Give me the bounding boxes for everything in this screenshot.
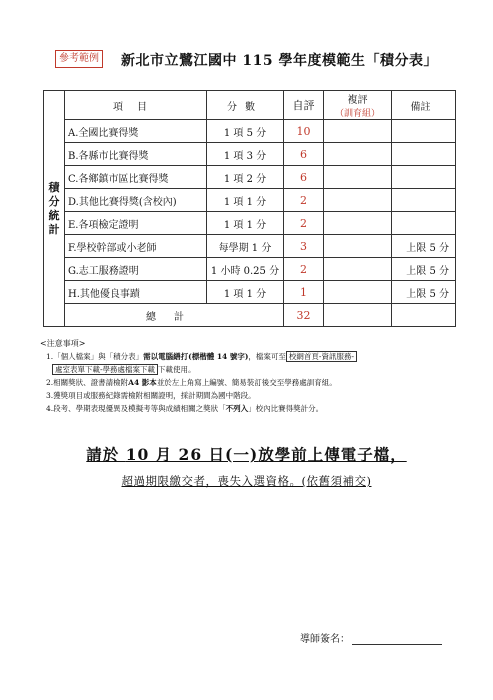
- note-1-box-2: 處室表單下載-學務處檔案下載: [52, 364, 158, 375]
- signature-area: [300, 630, 442, 645]
- note-4-c: 」校內比賽得獎計分。: [248, 404, 324, 413]
- row-self: 6: [284, 143, 324, 166]
- score-table: [43, 90, 456, 327]
- total-row: [44, 304, 456, 327]
- row-review: [324, 189, 392, 212]
- note-1-cont: [40, 363, 460, 376]
- note-1-b: 需以電腦繕打(標楷體 14 號字): [143, 352, 249, 361]
- row-self: 2: [284, 189, 324, 212]
- notes-title: <注意事項>: [40, 339, 86, 348]
- expire-notice: [0, 473, 493, 489]
- note-2: [40, 376, 460, 389]
- row-item: E.各項檢定證明: [65, 212, 207, 235]
- row-review: [324, 258, 392, 281]
- row-self: 3: [284, 235, 324, 258]
- row-review: [324, 143, 392, 166]
- table-row: [44, 143, 456, 166]
- page-title: 新北市立鷺江國中 115 學年度模範生「積分表」: [121, 53, 438, 69]
- row-unit: 1 項 1 分: [207, 189, 284, 212]
- signature-line[interactable]: [352, 632, 442, 645]
- row-unit: 1 項 1 分: [207, 212, 284, 235]
- row-review: [324, 235, 392, 258]
- note-2-a: 2.相關獎狀、證書請檢附: [46, 378, 129, 387]
- row-note: 上限 5 分: [392, 258, 456, 281]
- total-label: 總計: [65, 304, 284, 327]
- row-item: H.其他優良事蹟: [65, 281, 207, 304]
- row-note: [392, 189, 456, 212]
- total-value: 32: [284, 304, 324, 327]
- row-self: 1: [284, 281, 324, 304]
- row-item: A.全國比賽得獎: [65, 120, 207, 143]
- row-unit: 每學期 1 分: [207, 235, 284, 258]
- header-self: 自評: [284, 91, 324, 120]
- upload-text-b: 放學前上傳電子檔，: [258, 445, 407, 464]
- header-item: 項目: [65, 91, 207, 120]
- row-self: 2: [284, 258, 324, 281]
- table-row: [44, 258, 456, 281]
- note-4: [40, 402, 460, 415]
- row-note: [392, 212, 456, 235]
- total-review: [324, 304, 392, 327]
- sign-label: 導師簽名：: [300, 634, 350, 645]
- note-4-a: 4.段考、學期表現優異及模擬考等與成績相關之獎狀「: [46, 404, 226, 413]
- category-label: 積分統計: [48, 180, 60, 236]
- row-review: [324, 281, 392, 304]
- row-item: C.各鄉鎮市區比賽得獎: [65, 166, 207, 189]
- row-review: [324, 166, 392, 189]
- row-item: G.志工服務證明: [65, 258, 207, 281]
- row-unit: 1 項 3 分: [207, 143, 284, 166]
- notes-section: [40, 337, 460, 415]
- row-unit: 1 項 1 分: [207, 281, 284, 304]
- upload-deadline: [0, 443, 493, 465]
- row-item: D.其他比賽得獎(含校內): [65, 189, 207, 212]
- table-row: [44, 189, 456, 212]
- header-note: 備註: [392, 91, 456, 120]
- upload-date: 10 月 26 日(一): [125, 445, 259, 464]
- note-3: 3.獲獎項目或服務紀錄需檢附相關證明，採計期間為國中階段。: [46, 391, 256, 400]
- total-note: [392, 304, 456, 327]
- row-review: [324, 212, 392, 235]
- note-2-c: 並於左上角寫上編號、簡易裝訂後交至學務處訓育組。: [156, 378, 337, 387]
- row-note: [392, 166, 456, 189]
- note-2-b: A4 影本: [128, 378, 157, 387]
- note-1-box-1: 校網首頁-資訊服務-: [286, 351, 357, 362]
- table-header-row: [44, 91, 456, 120]
- upload-text-a: 請於: [86, 445, 126, 464]
- header-unit: 分數: [207, 91, 284, 120]
- expire-text: 超過期限繳交者，喪失入選資格。(依舊須補交): [121, 474, 372, 488]
- row-note: 上限 5 分: [392, 281, 456, 304]
- header-review: [324, 91, 392, 120]
- row-unit: 1 項 5 分: [207, 120, 284, 143]
- table-row: [44, 281, 456, 304]
- row-self: 2: [284, 212, 324, 235]
- note-1: [40, 350, 460, 363]
- table-row: [44, 235, 456, 258]
- header-review-sub: （訓育組）: [334, 109, 380, 119]
- sample-badge: 參考範例: [55, 50, 103, 68]
- row-self: 10: [284, 120, 324, 143]
- row-unit: 1 項 2 分: [207, 166, 284, 189]
- table-row: [44, 120, 456, 143]
- table-row: [44, 212, 456, 235]
- note-1-c: ，檔案可至: [248, 352, 286, 361]
- category-cell: [44, 91, 65, 327]
- row-note: [392, 143, 456, 166]
- header-review-label: 複評: [347, 95, 368, 106]
- row-item: B.各縣市比賽得獎: [65, 143, 207, 166]
- note-1-a: 1.「個人檔案」與「積分表」: [46, 352, 144, 361]
- row-review: [324, 120, 392, 143]
- table-row: [44, 166, 456, 189]
- document-header: [49, 50, 449, 72]
- row-note: [392, 120, 456, 143]
- row-unit: 1 小時 0.25 分: [207, 258, 284, 281]
- row-item: F.學校幹部或小老師: [65, 235, 207, 258]
- row-self: 6: [284, 166, 324, 189]
- row-note: 上限 5 分: [392, 235, 456, 258]
- note-1-d: 下載使用。: [158, 365, 196, 374]
- note-4-b: 不列入: [225, 404, 249, 413]
